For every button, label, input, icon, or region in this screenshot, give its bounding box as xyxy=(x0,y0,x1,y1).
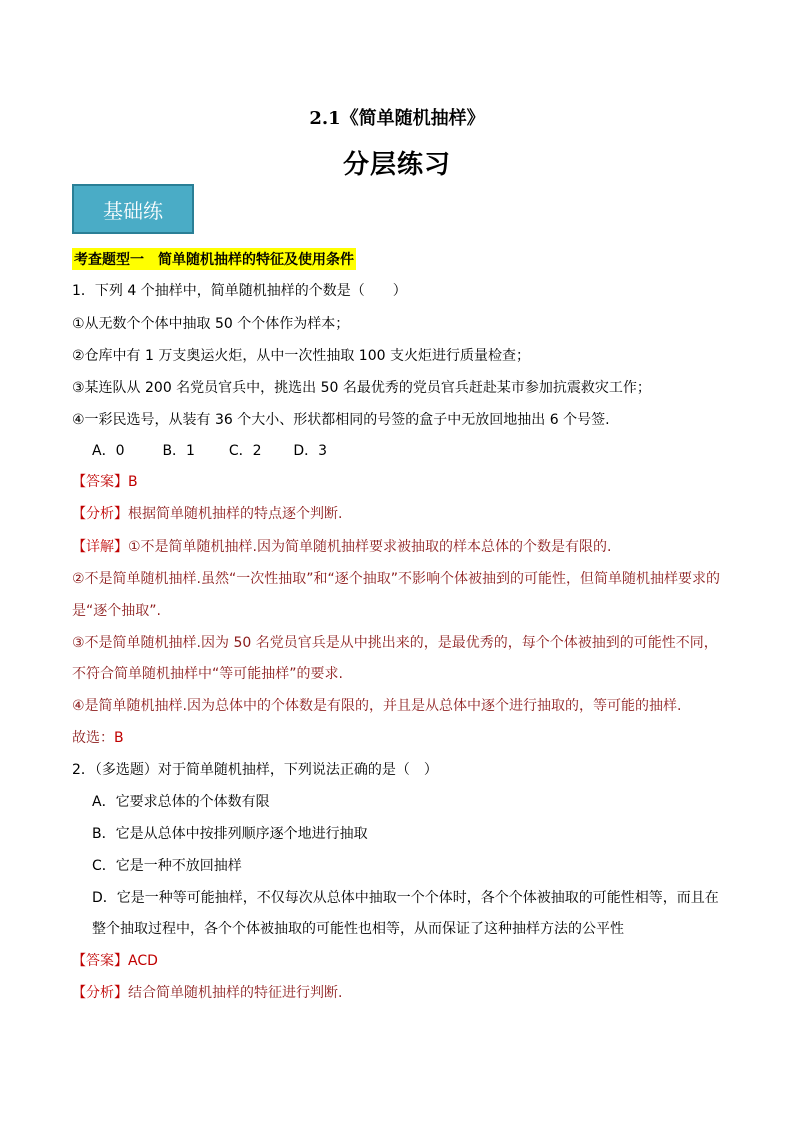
section-heading: 考查题型一 简单随机抽样的特征及使用条件 xyxy=(72,248,356,270)
analysis-text: 结合简单随机抽样的特征进行判断. xyxy=(128,985,343,1001)
question-2-answer xyxy=(72,951,158,971)
question-1-options xyxy=(92,441,327,461)
question-1-item: ②仓库中有 1 万支奥运火炬，从中一次性抽取 100 支火炬进行质量检查； xyxy=(72,348,530,364)
answer-value: ACD xyxy=(128,953,158,969)
analysis-text: 根据简单随机抽样的特点逐个判断. xyxy=(128,506,343,522)
conclusion-value: B xyxy=(114,730,124,746)
question-1-item: ④一彩民选号，从装有 36 个大小、形状都相同的号签的盒子中无放回地抽出 6 个号签. xyxy=(72,412,610,428)
conclusion-label: 故选： xyxy=(72,730,114,746)
question-2-stem: 2．（多选题）对于简单随机抽样，下列说法正确的是（ ） xyxy=(72,762,438,778)
answer-label: 【答案】 xyxy=(72,953,128,969)
question-2-analysis xyxy=(72,983,342,1003)
question-1-item: ③某连队从 200 名党员官兵中，挑选出 50 名最优秀的党员官兵赶赴某市参加抗震救灾工作； xyxy=(72,380,651,396)
detail-line: ④是简单随机抽样.因为总体中的个体数是有限的，并且是从总体中逐个进行抽取的，等可能的抽样. xyxy=(72,698,682,714)
answer-value: B xyxy=(128,474,138,490)
detail-line: ①不是简单随机抽样.因为简单随机抽样要求被抽取的样本总体的个数是有限的. xyxy=(128,539,612,555)
question-1-detail xyxy=(72,537,611,557)
level-badge: 基础练 xyxy=(72,184,194,234)
question-1-answer xyxy=(72,472,138,492)
page-title: 2.1《简单随机抽样》 xyxy=(309,108,485,129)
detail-line: ②不是简单随机抽样.虽然“一次性抽取”和“逐个抽取”不影响个体被抽到的可能性，但简单随机抽样要求的 xyxy=(72,571,721,587)
detail-label: 【详解】 xyxy=(72,539,128,555)
question-2-option: D．它是一种等可能抽样，不仅每次从总体中抽取一个个体时，各个个体被抽取的可能性相等，而且在 xyxy=(92,890,719,906)
analysis-label: 【分析】 xyxy=(72,985,128,1001)
option-b: B．1 xyxy=(162,443,195,459)
question-1-conclusion xyxy=(72,728,124,748)
option-a: A．0 xyxy=(92,443,125,459)
question-1-stem: 1．下列 4 个抽样中，简单随机抽样的个数是（ ） xyxy=(72,283,407,299)
detail-line: 是“逐个抽取”. xyxy=(72,603,161,619)
detail-line: ③不是简单随机抽样.因为 50 名党员官兵是从中挑出来的，是最优秀的，每个个体被抽到的可能性不同， xyxy=(72,635,718,651)
question-2-option: B．它是从总体中按排列顺序逐个地进行抽取 xyxy=(92,826,368,842)
question-2-option: 整个抽取过程中，各个个体被抽取的可能性也相等，从而保证了这种抽样方法的公平性 xyxy=(92,921,624,937)
question-1-analysis xyxy=(72,504,342,524)
page-subtitle: 分层练习 xyxy=(342,150,451,180)
option-c: C．2 xyxy=(228,443,262,459)
option-d: D．3 xyxy=(293,443,328,459)
analysis-label: 【分析】 xyxy=(72,506,128,522)
question-1-item: ①从无数个个体中抽取 50 个个体作为样本； xyxy=(72,316,350,332)
question-2-option: A．它要求总体的个体数有限 xyxy=(92,794,270,810)
question-2-option: C．它是一种不放回抽样 xyxy=(92,858,242,874)
answer-label: 【答案】 xyxy=(72,474,128,490)
detail-line: 不符合简单随机抽样中“等可能抽样”的要求. xyxy=(72,666,343,682)
